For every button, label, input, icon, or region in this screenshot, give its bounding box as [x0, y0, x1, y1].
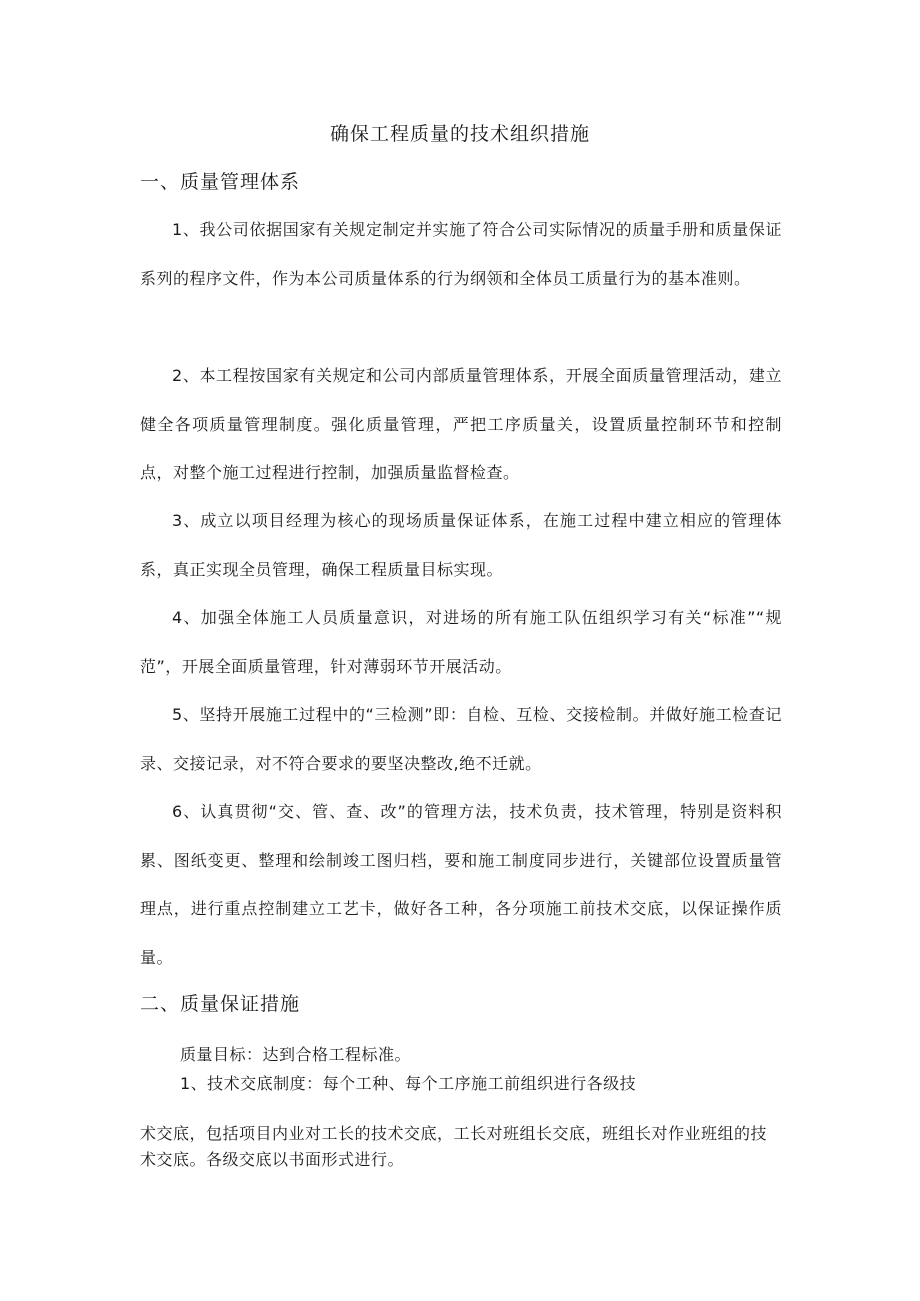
paragraph-1: 1、我公司依据国家有关规定制定并实施了符合公司实际情况的质量手册和质量保证系列的程序文件，作为本公司质量体系的行为纲领和全体员工质量行为的基本准则。 — [140, 220, 782, 288]
paragraph-2: 2、本工程按国家有关规定和公司内部质量管理体系，开展全面质量管理活动，建立健全各项质量管理制度。强化质量管理，严把工序质量关，设置质量控制环节和控制点，对整个施工过程进行控制，加强质量监督检查。 — [140, 366, 782, 482]
paragraph-6: 6、认真贯彻“交、管、查、改”的管理方法，技术负责，技术管理，特别是资料积累、图纸变更、整理和绘制竣工图归档，要和施工制度同步进行，关键部位设置质量管理点，进行重点控制建立工艺卡，做好各工种，各分项施工前技术交底，以保证操作质量。 — [140, 802, 782, 967]
section-heading-quality-assurance-measures: 二、质量保证措施 — [140, 993, 301, 1015]
technical-briefing-item-continuation: 术交底，包括项目内业对工长的技术交底，工长对班组长交底，班组长对作业班组的技术交底。各级交底以书面形式进行。 — [140, 1124, 768, 1169]
technical-briefing-item-line1: 1、技术交底制度：每个工种、每个工序施工前组织进行各级技 — [180, 1074, 637, 1093]
quality-goal: 质量目标：达到合格工程标准。 — [180, 1045, 412, 1064]
document-title: 确保工程质量的技术组织措施 — [329, 123, 590, 145]
paragraph-3: 3、成立以项目经理为核心的现场质量保证体系，在施工过程中建立相应的管理体系，真正实现全员管理，确保工程质量目标实现。 — [140, 511, 782, 579]
paragraph-5: 5、坚持开展施工过程中的“三检测”即：自检、互检、交接检制。并做好施工检查记录、交接记录，对不符合要求的要坚决整改,绝不迁就。 — [140, 705, 782, 773]
paragraph-4: 4、加强全体施工人员质量意识，对进场的所有施工队伍组织学习有关“标准”“规范”，开展全面质量管理，针对薄弱环节开展活动。 — [140, 608, 782, 676]
section-heading-quality-management-system: 一、质量管理体系 — [140, 171, 301, 193]
